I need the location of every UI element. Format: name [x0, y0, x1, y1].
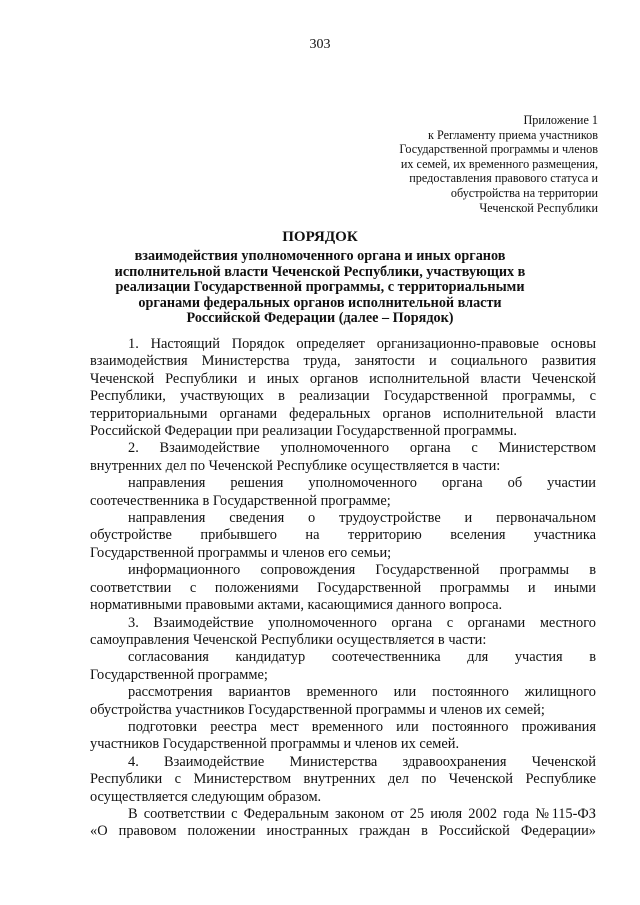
- text-line: Республики с Министерством внутренних дел по Чеченской Республике: [90, 771, 596, 788]
- text-line: внутренних дел по Чеченской Республике осуществляется в части:: [90, 457, 501, 474]
- document-subtitle: [90, 249, 550, 327]
- appendix-line: их семей, их временного размещения,: [400, 156, 598, 171]
- text-line: направления решения уполномоченного органа об участии: [128, 475, 596, 492]
- text-line: 3. Взаимодействие уполномоченного органа с органами местного: [128, 614, 596, 631]
- text-line: В соответствии с Федеральным законом от 25 июля 2002 года №115-ФЗ: [128, 805, 596, 822]
- text-line: обустройства участников Государственной программы и членов их семей;: [90, 701, 545, 718]
- document-title: ПОРЯДОК: [282, 229, 358, 245]
- text-line: Российской Федерации при реализации Государственной программы.: [90, 423, 517, 440]
- appendix-line: Приложение 1: [523, 113, 598, 127]
- appendix-line: обустройства на территории: [450, 185, 598, 200]
- appendix-line: Чеченской Республики: [479, 200, 598, 215]
- body-text: [90, 336, 596, 841]
- subtitle-line: реализации Государственной программы, с территориальными: [115, 279, 525, 295]
- text-line: самоуправления Чеченской Республики осуществляется в части:: [90, 631, 487, 648]
- text-line: нормативными правовыми актами, касающимися данного вопроса.: [90, 597, 503, 614]
- text-line: «О правовом положении иностранных граждан в Российской Федерации»: [90, 823, 596, 840]
- text-line: 2. Взаимодействие уполномоченного органа с Министерством: [128, 440, 596, 457]
- text-line: 1. Настоящий Порядок определяет организационно-правовые основы: [128, 336, 596, 352]
- appendix-line: предоставления правового статуса и: [409, 171, 598, 186]
- text-line: Государственной программе;: [90, 666, 268, 683]
- appendix-line: Государственной программы и членов: [399, 142, 598, 157]
- text-line: соотечественника в Государственной программе;: [90, 492, 391, 509]
- subtitle-line: исполнительной власти Чеченской Республики, участвующих в: [114, 263, 526, 280]
- page-number: 303: [309, 37, 331, 52]
- subtitle-line: органами федеральных органов исполнительной власти: [138, 294, 502, 311]
- appendix-line: к Регламенту приема участников: [427, 127, 598, 142]
- text-line: Государственной программы и членов его семьи;: [90, 544, 392, 561]
- subtitle-line: взаимодействия уполномоченного органа и иных органов: [134, 248, 506, 264]
- text-line: обустройстве прибывшего на территорию вселения участника: [90, 527, 596, 544]
- text-line: 4. Взаимодействие Министерства здравоохранения Чеченской: [128, 753, 596, 770]
- text-line: участников Государственной программы и членов их семей.: [90, 736, 460, 753]
- text-line: Республики, участвующих в реализации Государственной программы, с: [90, 388, 596, 405]
- text-line: соответствии с положениями Государственной программы и иными: [90, 579, 596, 596]
- text-line: рассмотрения вариантов временного или постоянного жилищного: [128, 684, 596, 701]
- text-line: согласования кандидатур соотечественника для участия в: [128, 649, 596, 666]
- text-line: подготовки реестра мест временного или постоянного проживания: [128, 718, 596, 735]
- text-line: Чеченской Республики и иных органов исполнительной власти Чеченской: [90, 370, 596, 387]
- subtitle-line: Российской Федерации (далее – Порядок): [186, 310, 454, 326]
- appendix-note: [338, 113, 598, 215]
- text-line: информационного сопровождения Государственной программы в: [128, 562, 596, 579]
- text-line: взаимодействия Министерства труда, занятости и социального развития: [90, 353, 596, 370]
- text-line: осуществляется следующим образом.: [90, 788, 322, 805]
- text-line: территориальными органами федеральных органов исполнительной власти: [90, 405, 596, 422]
- text-line: направления сведения о трудоустройстве и первоначальном: [128, 510, 596, 527]
